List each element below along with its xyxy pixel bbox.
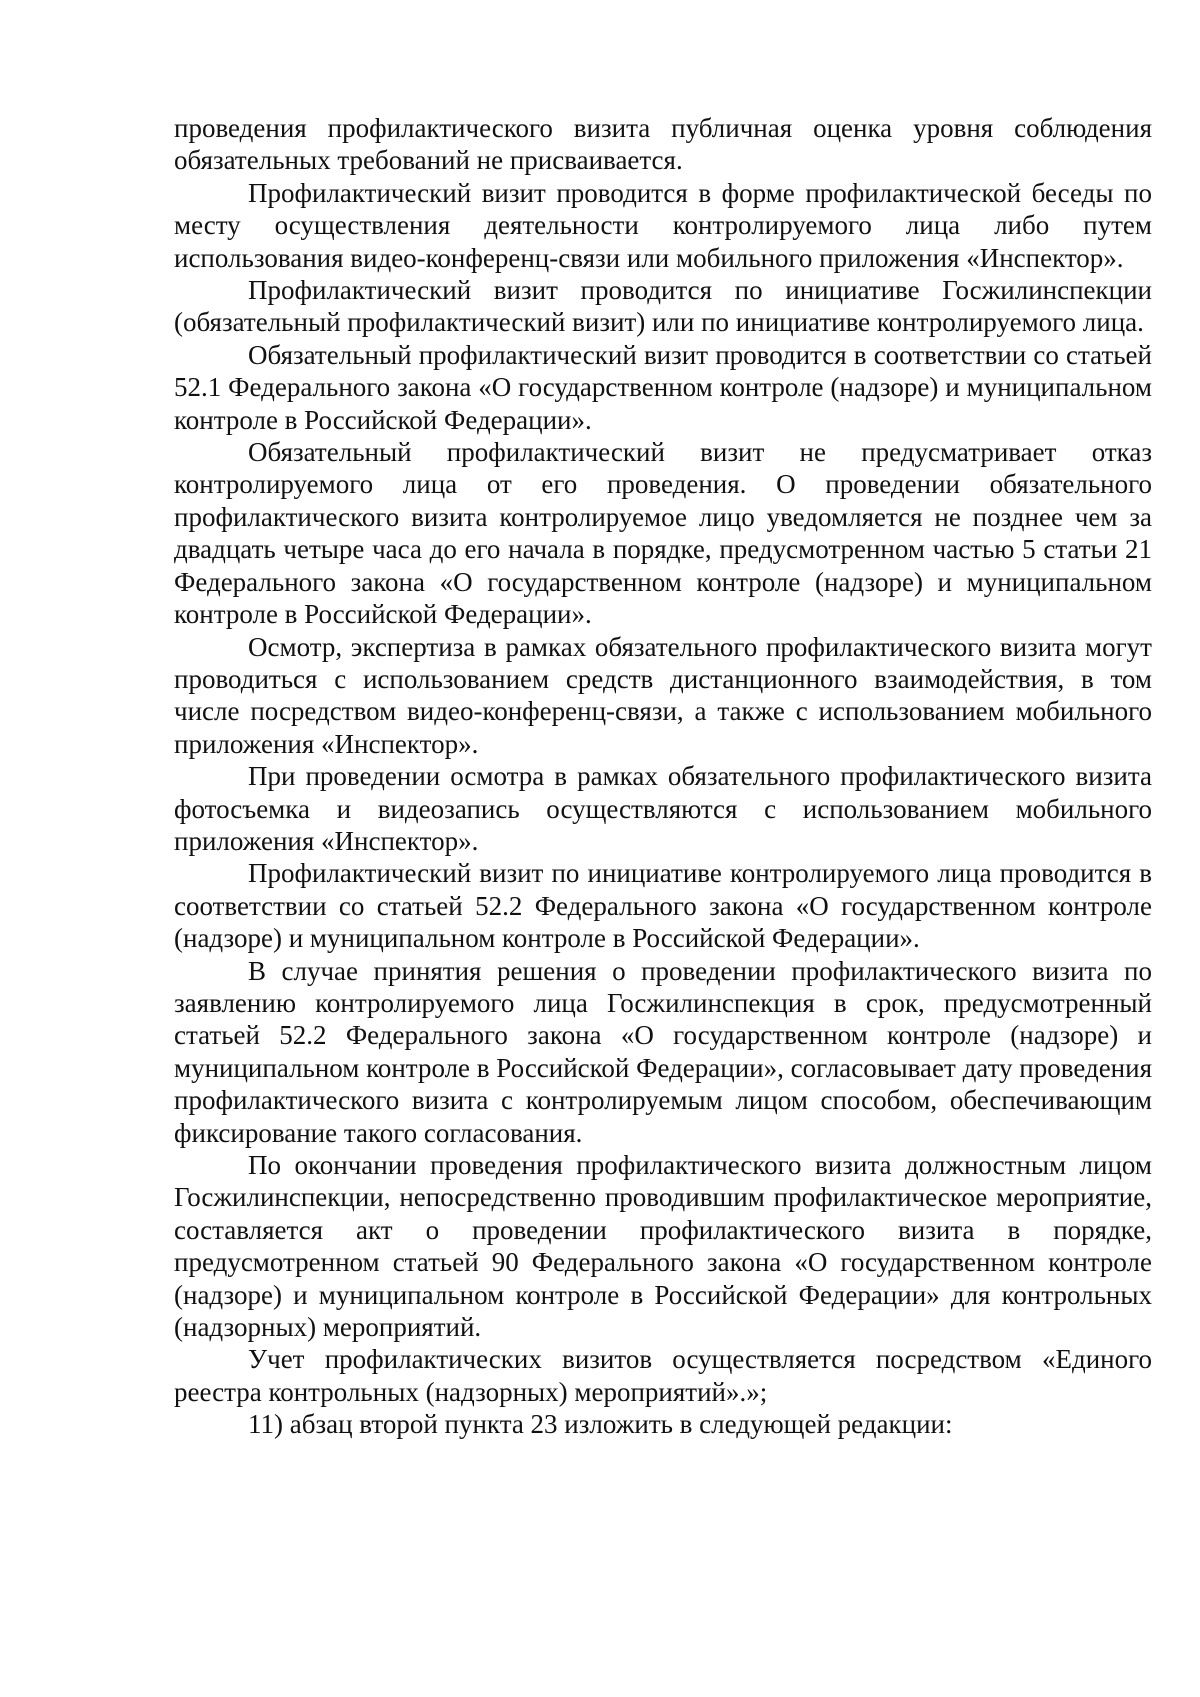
- document-body: [174, 112, 1152, 1441]
- paragraph-date-agreement: В случае принятия решения о проведении профилактического визита по заявлению контролируемого лица Госжилинспекция в срок, предусмотренный статьей 52.2 Федерального закона «О государственном контроле (надзоре) и муниципальном контроле в Российской Федерации», согласовывает дату проведения профилактического визита с контролируемым лицом способом, обеспечивающим фиксирование такого согласования.: [174, 955, 1152, 1148]
- paragraph-amendment-item-11: 11) абзац второй пункта 23 изложить в следующей редакции:: [248, 1409, 953, 1440]
- paragraph-remote-inspection: Осмотр, экспертиза в рамках обязательного профилактического визита могут проводиться с использованием средств дистанционного взаимодействия, в том числе посредством видео-конференц-связи, а также с использованием мобильного приложения «Инспектор».: [174, 631, 1152, 759]
- paragraph-visit-act: По окончании проведения профилактического визита должностным лицом Госжилинспекции, непосредственно проводившим профилактическое мероприятие, составляется акт о проведении профилактического визита в порядке, предусмотренном статьей 90 Федерального закона «О государственном контроле (надзоре) и муниципальном контроле в Российской Федерации» для контрольных (надзорных) мероприятий.: [174, 1150, 1152, 1343]
- paragraph-controlled-person-initiative: Профилактический визит по инициативе контролируемого лица проводится в соответствии со статьей 52.2 Федерального закона «О государственном контроле (надзоре) и муниципальном контроле в Российской Федерации».: [174, 858, 1152, 954]
- paragraph-visit-form: Профилактический визит проводится в форме профилактической беседы по месту осуществления деятельности контролируемого лица либо путем использования видео-конференц-связи или мобильного приложения «Инспектор».: [174, 177, 1152, 273]
- paragraph-visit-initiative: Профилактический визит проводится по инициативе Госжилинспекции (обязательный профилактический визит) или по инициативе контролируемого лица.: [174, 275, 1152, 338]
- paragraph-mandatory-visit-notice: Обязательный профилактический визит не предусматривает отказ контролируемого лица от его проведения. О проведении обязательного профилактического визита контролируемое лицо уведомляется не позднее чем за двадцать четыре часа до его начала в порядке, предусмотренном частью 5 статьи 21 Федерального закона «О государственном контроле (надзоре) и муниципальном контроле в Российской Федерации».: [174, 437, 1152, 630]
- paragraph-visit-registry: Учет профилактических визитов осуществляется посредством «Единого реестра контрольных (надзорных) мероприятий».»;: [174, 1344, 1152, 1407]
- paragraph-mandatory-visit-basis: Обязательный профилактический визит проводится в соответствии со статьей 52.1 Федерального закона «О государственном контроле (надзоре) и муниципальном контроле в Российской Федерации».: [174, 339, 1152, 435]
- paragraph-photo-video: При проведении осмотра в рамках обязательного профилактического визита фотосъемка и видеозапись осуществляются с использованием мобильного приложения «Инспектор».: [174, 761, 1152, 856]
- paragraph-continuation: проведения профилактического визита публичная оценка уровня соблюдения обязательных требований не присваивается.: [174, 113, 1152, 176]
